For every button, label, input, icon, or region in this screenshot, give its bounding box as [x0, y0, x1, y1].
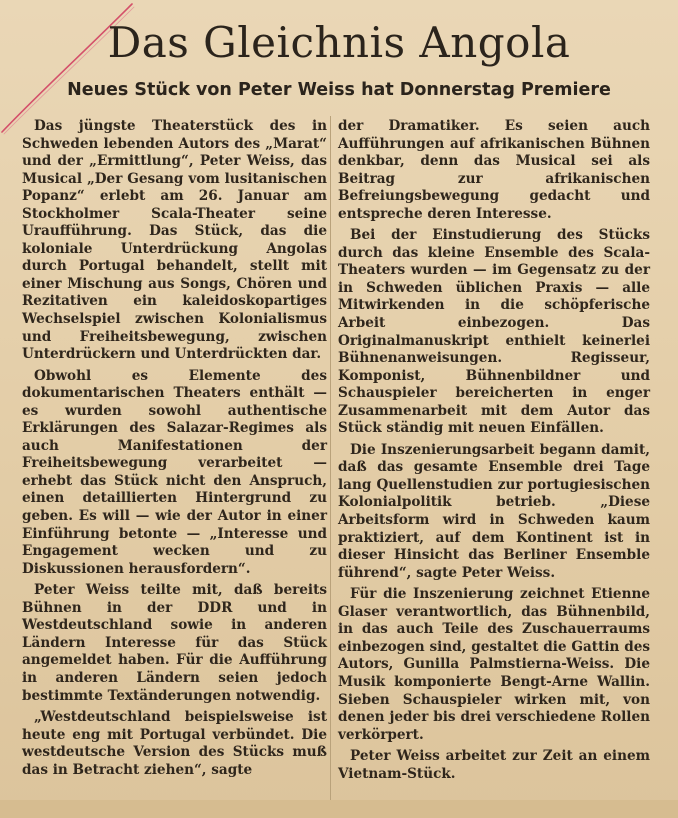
- paragraph: Bei der Einstudierung des Stücks durch das kleine Ensemble des Scala-Theaters wurden — im Gegensatz zu der in Schweden üblichen Praxis — alle Mitwirkenden in die schöpferische Arbeit einbezogen. Das Originalmanuskript enthielt keinerlei Bühnenanweisungen. Regisseur, Komponist, Bühnenbildner und Schauspieler bereicherten in enger Zusammenarbeit mit dem Autor das Stück ständig mit neuen Einfällen.: [338, 227, 650, 437]
- article-subheadline: Neues Stück von Peter Weiss hat Donnerstag Premiere: [67, 80, 611, 100]
- paragraph: Das jüngste Theaterstück des in Schweden lebenden Autors des „Marat“ und der „Ermittlung“, Peter Weiss, das Musical „Der Gesang vom lusitanischen Popanz“ erlebt am 26. Januar am Stockholmer Scala-Theater seine Uraufführung. Das Stück, das die koloniale Unterdrückung Angolas durch Portugal behandelt, stellt mit einer Mischung aus Songs, Chören und Rezitativen ein kaleidoskopartiges Wechselspiel zwischen Kolonialismus und Freiheitsbewegung, zwischen Unterdrückern und Unterdrückten dar.: [22, 118, 327, 363]
- paragraph: Peter Weiss arbeitet zur Zeit an einem Vietnam-Stück.: [338, 748, 650, 782]
- paragraph: Peter Weiss teilte mit, daß bereits Bühnen in der DDR und in Westdeutschland sowie in anderen Ländern Interesse für das Stück angemeldet haben. Für die Aufführung in anderen Ländern seien jedoch bestimmte Textänderungen notwendig.: [22, 582, 327, 704]
- column-divider: [330, 116, 331, 802]
- right-column: [338, 118, 650, 787]
- paragraph: Für die Inszenierung zeichnet Etienne Glaser verantwortlich, das Bühnenbild, in das auch Teile des Zuschauerraums einbezogen sind, gestaltet die Gattin des Autors, Gunilla Palmstierna-Weiss. Die Musik komponierte Bengt-Arne Wallin. Sieben Schauspieler wirken mit, von denen jeder bis drei verschiedene Rollen verkörpert.: [338, 586, 650, 743]
- left-column: [22, 118, 327, 783]
- paragraph: Die Inszenierungsarbeit begann damit, daß das gesamte Ensemble drei Tage lang Quellenstudien zur portugiesischen Kolonialpolitik betrieb. „Diese Arbeitsform wird in Schweden kaum praktiziert, auf dem Kontinent ist in dieser Hinsicht das Berliner Ensemble führend“, sagte Peter Weiss.: [338, 441, 650, 581]
- paragraph: der Dramatiker. Es seien auch Aufführungen auf afrikanischen Bühnen denkbar, denn das Musical sei als Beitrag zur afrikanischen Befreiungsbewegung gedacht und entspreche deren Interesse.: [338, 118, 650, 222]
- article-headline: Das Gleichnis Angola: [107, 18, 571, 67]
- paragraph: „Westdeutschland beispielsweise ist heute eng mit Portugal verbündet. Die westdeutsche Version des Stücks muß das in Betracht ziehen“, sagte: [22, 709, 327, 778]
- paragraph: Obwohl es Elemente des dokumentarischen Theaters enthält — es wurden sowohl authentische Erklärungen des Salazar-Regimes als auch Manifestationen der Freiheitsbewegung verarbeitet — erhebt das Stück nicht den Anspruch, einen detaillierten Hintergrund zu geben. Es will — wie der Autor in einer Einführung betonte — „Interesse und Engagement wecken und zu Diskussionen herausfordern“.: [22, 367, 327, 577]
- paper-edge: [0, 800, 678, 818]
